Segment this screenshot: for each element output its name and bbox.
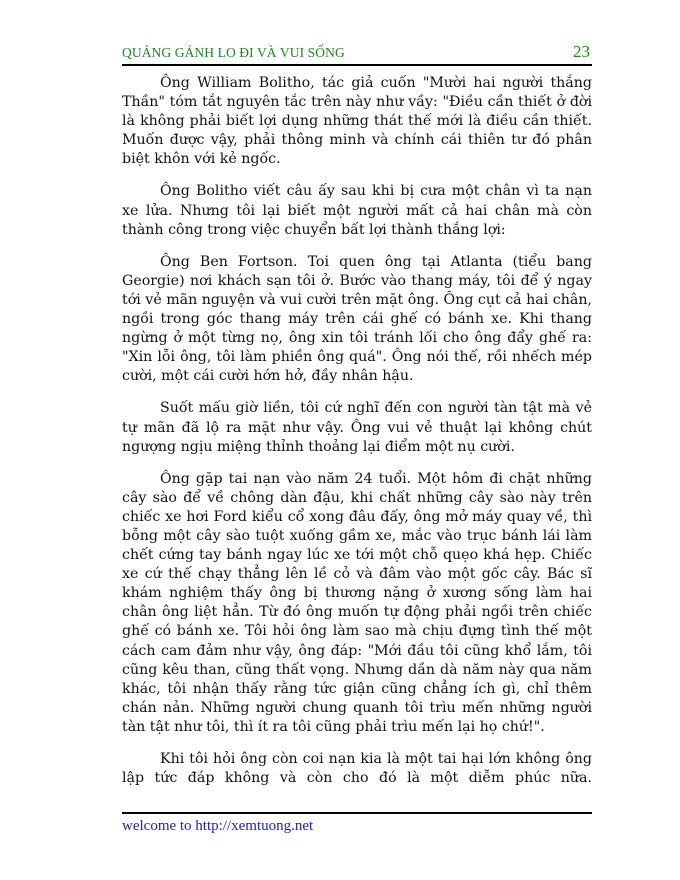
footer-divider	[122, 812, 592, 814]
page-header	[122, 44, 592, 66]
paragraph-2: Ông Bolitho viết câu ấy sau khi bị cưa một chân vì ta nạn xe lửa. Nhưng tôi lại biết một người mất cả hai chân mà còn thành công trong việc chuyển bất lợi thành thắng lợi:	[122, 183, 592, 238]
paragraph-3: Ông Ben Fortson. Toi quen ông tại Atlanta (tiểu bang Georgie) nơi khách sạn tôi ở. Bước vào thang máy, tôi để ý ngay tới vẻ mãn nguyện và vui cười trên mặt ông. Ông cụt cả hai chân, ngồi trong góc thang máy trên cái ghế có bánh xe. Khi thang ngừng ở một từng nọ, ông xin tôi tránh lối cho ông đẩy ghế ra: "Xin lỗi ông, tôi làm phiền ông quá". Ông nói thế, rồi nhếch mép cười, một cái cười hớn hở, đầy nhân hậu.	[122, 253, 592, 385]
paragraph-6: Khi tôi hỏi ông còn coi nạn kia là một tai hại lớn không ông lập tức đáp không và còn cho đó là một diễm phúc nữa.	[122, 751, 592, 787]
page-body	[122, 74, 592, 801]
paragraph-5: Ông gặp tai nạn vào năm 24 tuổi. Một hôm đi chặt những cây sào để về chông dàn đậu, khi chất những cây sào này trên chiếc xe hơi Ford kiểu cổ xong đâu đấy, ông mở máy quay về, thì bỗng một cây sào tuột xuống gầm xe, mắc vào trục bánh lái làm chết cứng tay bánh ngay lúc xe tới một chỗ quẹo khá hẹp. Chiếc xe cứ thế chạy thẳng lên lề cỏ và đâm vào một gốc cây. Bác sĩ khám nghiệm thấy ông bị thương nặng ở xương sống làm hai chân ông liệt hẳn. Từ đó ông muốn tự động phải ngồi trên chiếc ghế có bánh xe. Tôi hỏi ông làm sao mà chịu đựng tình thế một cách cam đảm như vậy, ông đáp: "Mới đầu tôi cũng khổ lắm, tôi cũng kêu than, cũng thất vọng. Nhưng dần dà năm này qua năm khác, tôi nhận thấy rằng tức giận cũng chẳng ích gì, chỉ thêm chán nản. Những người chung quanh tôi trìu mến những người tàn tật như tôi, thì ít ra tôi cũng phải trìu mến lại họ chứ!".	[122, 470, 592, 735]
running-title: QUẢNG GÁNH LO ĐI VÀ VUI SỐNG	[122, 45, 345, 60]
paragraph-1: Ông William Bolitho, tác giả cuốn "Mười hai người thắng Thần" tóm tắt nguyên tắc trên này như vầy: "Điều cần thiết ở đời là không phải biết lợi dụng những thát thế mới là điều cần thiết. Muốn được vậy, phải thông minh và chính cái thiên tư đó phân biệt khôn với kẻ ngốc.	[122, 75, 592, 168]
paragraph-4: Suốt mấu giờ liền, tôi cứ nghĩ đến con người tàn tật mà vẻ tự mãn đã lộ ra mặt như vậy. Ông vui vẻ thuật lại không chút ngượng ngịu miệng thỉnh thoảng lại điểm một nụ cười.	[122, 400, 592, 455]
page-number: 23	[573, 42, 590, 61]
footer-website-link[interactable]: welcome to http://xemtuong.net	[122, 818, 314, 834]
